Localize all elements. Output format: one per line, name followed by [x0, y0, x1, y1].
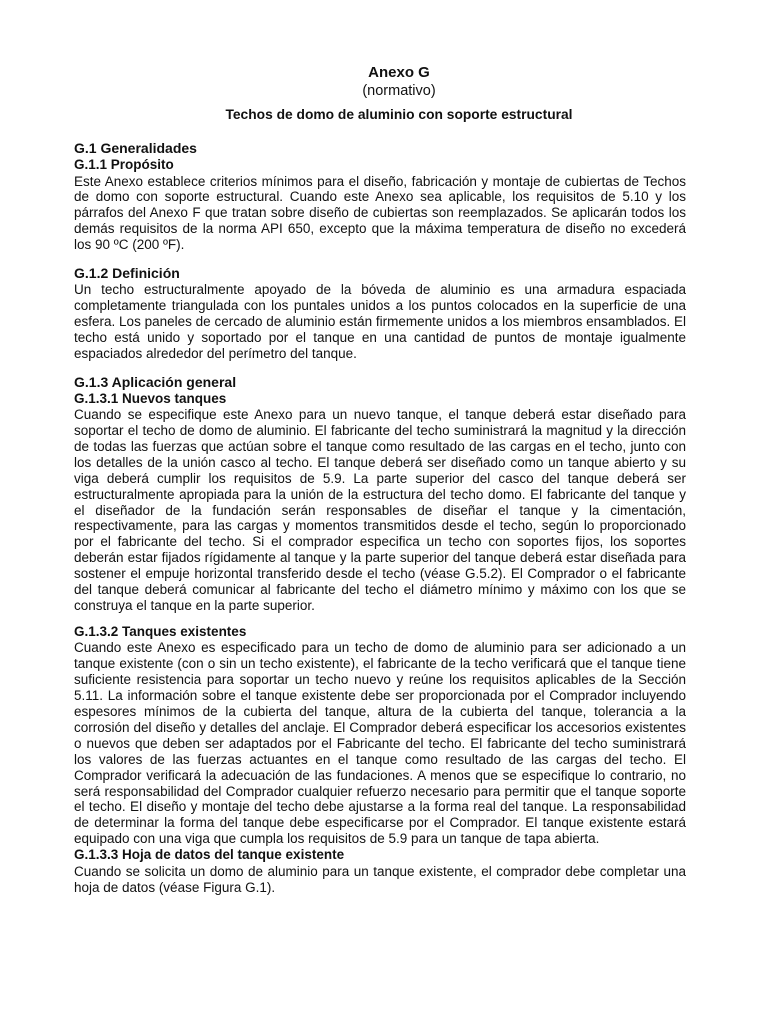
section-heading-g1-3-3: G.1.3.3 Hoja de datos del tanque existente: [74, 847, 345, 863]
section-heading-g1-3: G.1.3 Aplicación general: [74, 373, 237, 390]
paragraph-g1-3-1: Cuando se especifique este Anexo para un nuevo tanque, el tanque deberá estar diseñado para soportar el techo de domo de aluminio. El fabricante del techo suministrará la magnitud y la dirección de todas las fuerzas que actúan sobre el tanque como resultado de las cargas en el techo, junto con los detalles de la unión casco al techo. El tanque deberá ser diseñado como un tanque abierto y su viga deberá cumplir los requisitos de 5.9. La parte superior del casco del tanque deberá ser estructuralmente apropiada para la unión de la estructura del techo domo. El fabricante del tanque y el diseñador de la fundación serán responsables de diseñar el tanque y la cimentación, respectivamente, para las cargas y momentos transmitidos desde el techo, según lo proporcionado por el fabricante del techo. Si el comprador especifica un techo con soportes fijos, los soportes deberán estar fijados rígidamente al tanque y la parte superior del tanque deberá estar diseñada para sostener el empuje horizontal transferido desde el techo (véase G.5.2). El Comprador o el fabricante del tanque deberá comunicar al fabricante del techo el diámetro mínimo y máximo con los que se construya el tanque en la parte superior.: [74, 407, 686, 613]
paragraph-g1-2: Un techo estructuralmente apoyado de la bóveda de aluminio es una armadura espaciada completamente triangulada con los puntales unidos a los puntos colocados en la superficie de una esfera. Los paneles de cercado de aluminio están firmemente unidos a los miembros ensamblados. El techo está unido y soportado por el tanque en una cantidad de puntos de montaje igualmente espaciados alrededor del perímetro del tanque.: [74, 282, 686, 361]
section-heading-g1-2: G.1.2 Definición: [74, 265, 180, 282]
annex-subtitle: (normativo): [362, 83, 436, 99]
section-heading-g1-1: G.1.1 Propósito: [74, 157, 174, 172]
section-heading-g1-3-1: G.1.3.1 Nuevos tanques: [74, 390, 227, 406]
annex-heading: Techos de domo de aluminio con soporte estructural: [225, 107, 573, 122]
paragraph-g1-3-2: Cuando este Anexo es especificado para un techo de domo de aluminio para ser adicionado a un tanque existente (con o sin un techo existente), el fabricante de la techo verificará que el tanque tiene suficiente resistencia para soportar un techo nuevo y reúne los requisitos aplicables de la Sección 5.11. La información sobre el tanque existente debe ser proporcionada por el Comprador incluyendo espesores mínimos de la cubierta del tanque, altura de la cubierta del tanque, tolerancia a la corrosión del diseño y detalles del anclaje. El Comprador deberá especificar los accesorios existentes o nuevos que deben ser adaptados por el Fabricante del techo. El fabricante del techo suministrará los valores de las fuerzas actuantes en el tanque como resultado de las cargas del techo. El Comprador verificará la adecuación de las fundaciones. A menos que se especifique lo contrario, no será responsabilidad del Comprador cualquier refuerzo necesario para permitir que el tanque soporte el techo. El diseño y montaje del techo debe ajustarse a la forma real del tanque. La responsabilidad de determinar la forma del tanque debe especificarse por el Comprador. El tanque existente estará equipado con una viga que cumpla los requisitos de 5.9 para un tanque de tapa abierta.: [74, 640, 686, 847]
paragraph-g1-3-3: Cuando se solicita un domo de aluminio para un tanque existente, el comprador debe completar una hoja de datos (véase Figura G.1).: [74, 863, 686, 895]
paragraph-g1-1: Este Anexo establece criterios mínimos para el diseño, fabricación y montaje de cubiertas de Techos de domo con soporte estructural. Cuando este Anexo sea aplicable, los requisitos de 5.10 y los párrafos del Anexo F que tratan sobre diseño de cubiertas son reemplazados. Se aplicarán todos los demás requisitos de la norma API 650, excepto que la máxima temperatura de diseño no excederá los 90 ºC (200 ºF).: [74, 173, 686, 253]
section-heading-g1-3-2: G.1.3.2 Tanques existentes: [74, 623, 247, 639]
annex-title: Anexo G: [368, 64, 430, 81]
section-heading-g1: G.1 Generalidades: [74, 140, 197, 156]
